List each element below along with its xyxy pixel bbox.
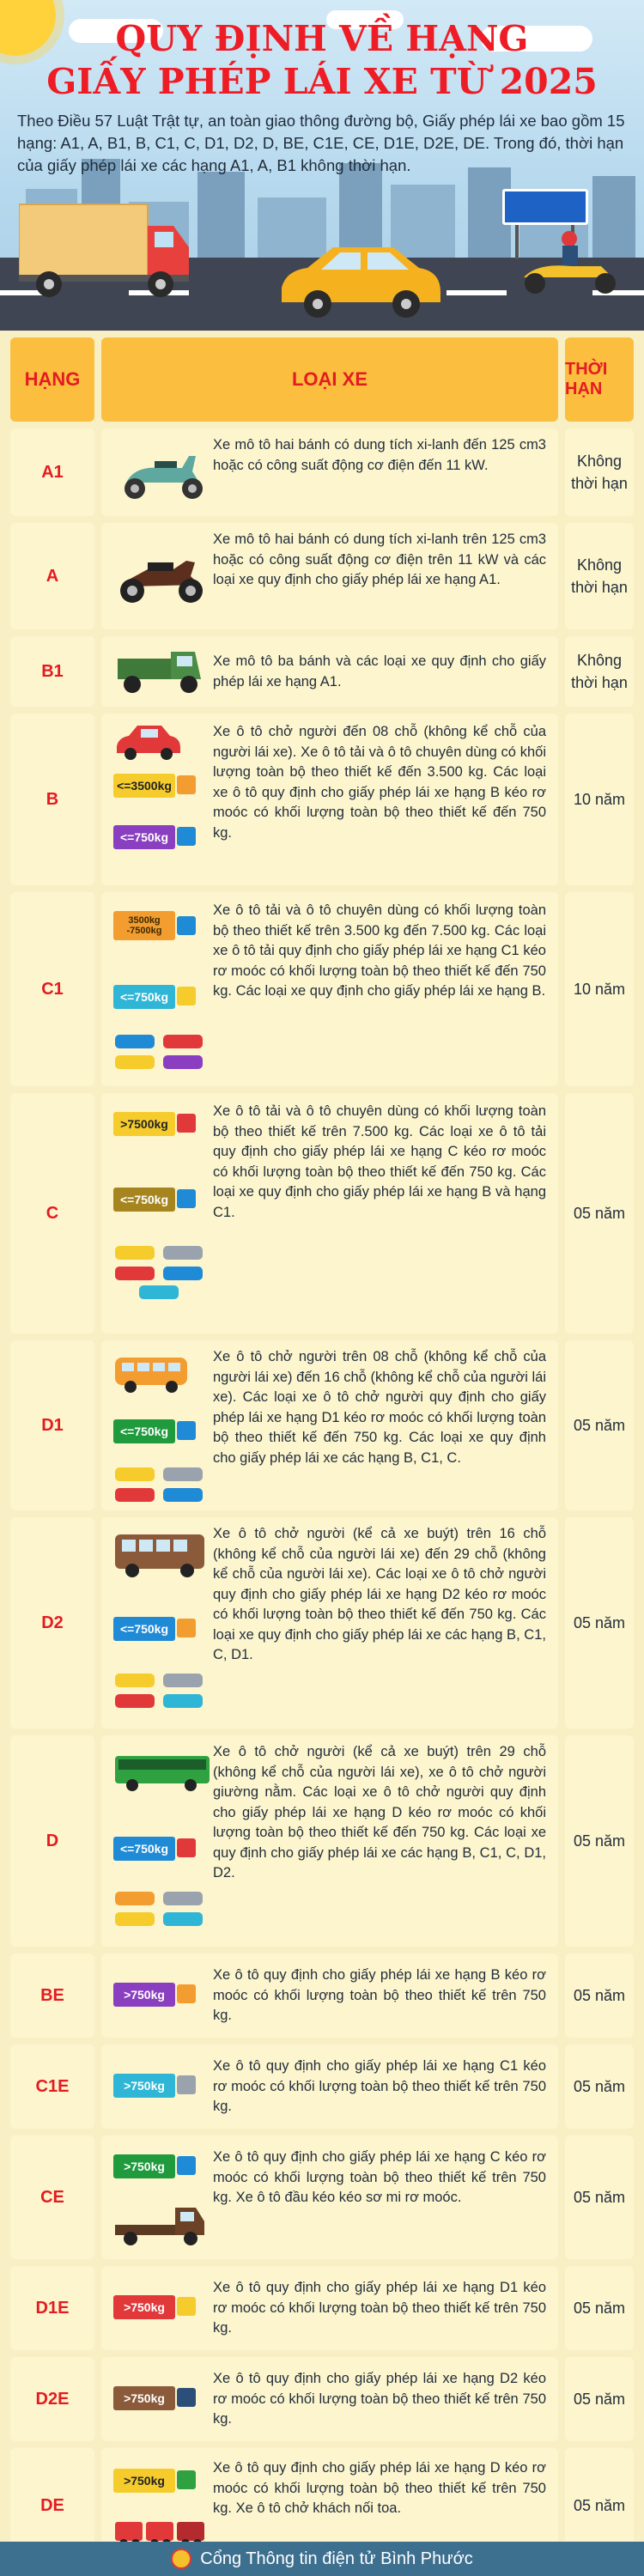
- bus-icon: [177, 2297, 196, 2316]
- class-cell: C1E: [10, 2044, 94, 2129]
- class-cell: B: [10, 714, 94, 885]
- truck-cab-icon: [177, 987, 196, 1005]
- vehicle-cell: [101, 714, 558, 885]
- intro-paragraph: Theo Điều 57 Luật Trật tự, an toàn giao thông đường bộ, Giấy phép lái xe bao gồm 15 hạng: A1, A, B1, B, C1, C, D1, D2, D, BE, C1E, CE, D1E, D2E, DE. Trong đó, thời hạn của giấy phép lái xe các hạng A1, A, B1 không thời hạn.: [17, 112, 625, 174]
- table-row-b: [10, 714, 634, 885]
- weight-tag: <=750kg: [113, 1188, 175, 1212]
- truck-cab-icon: [177, 2075, 196, 2094]
- coach-bus-icon: [113, 1753, 212, 1794]
- header-vehicle: LOẠI XE: [101, 337, 558, 422]
- car-icon: [113, 722, 182, 760]
- class-cell: BE: [10, 1953, 94, 2038]
- weight-tag: <=750kg: [113, 825, 175, 849]
- duration-cell: Không thời hạn: [565, 636, 634, 707]
- vehicle-cell: [101, 1340, 558, 1510]
- weight-tag: >750kg: [113, 2469, 175, 2493]
- car-icon: [273, 240, 445, 322]
- table-row-d1: [10, 1340, 634, 1510]
- weight-tag: <=3500kg: [113, 774, 175, 798]
- vehicle-cell: [101, 892, 558, 1086]
- vehicle-cell: [101, 2044, 558, 2129]
- duration-cell: 05 năm: [565, 2266, 634, 2350]
- weight-tag: >750kg: [113, 2074, 175, 2098]
- motorbike-icon: [113, 544, 208, 608]
- table-row-c: [10, 1093, 634, 1334]
- page-title-line-1: QUY ĐỊNH VỀ HẠNG: [115, 18, 529, 59]
- portal-logo-icon: [171, 2549, 191, 2569]
- duration-cell: Không thời hạn: [565, 523, 634, 629]
- header-class: HẠNG: [10, 337, 94, 422]
- vehicle-cell: [101, 2357, 558, 2441]
- weight-tag: >750kg: [113, 2386, 175, 2410]
- vehicle-description: Xe ô tô chở người (kể cả xe buýt) trên 29 chỗ (không kể chỗ của người lái xe), xe ô tô chở người giường nằm. Các loại xe ô tô chở người quy định cho giấy phép lái xe hạng D kéo rơ moóc có khối lượng toàn bộ theo thiết kế đến 750 kg. Các loại xe quy định cho giấy phép lái xe các hạng B, C1, C, D1, D2.: [213, 1744, 546, 1880]
- vehicle-description: Xe ô tô quy định cho giấy phép lái xe hạng C1 kéo rơ moóc có khối lượng toàn bộ theo thiết kế trên 750 kg.: [213, 2058, 546, 2114]
- car-icon: [177, 1984, 196, 2003]
- class-cell: D2: [10, 1517, 94, 1728]
- table-row-b1: [10, 636, 634, 707]
- building-icon: [197, 172, 245, 266]
- car-icon: [113, 1890, 208, 1929]
- bus-icon: [113, 1531, 208, 1581]
- class-cell: C1: [10, 892, 94, 1086]
- vehicle-description: Xe ô tô quy định cho giấy phép lái xe hạng B kéo rơ moóc có khối lượng toàn bộ theo thiết kế trên 750 kg.: [213, 1967, 546, 2023]
- class-cell: A1: [10, 428, 94, 516]
- bus-icon: [177, 2470, 196, 2489]
- table-row-a1: [10, 428, 634, 516]
- duration-cell: 05 năm: [565, 2448, 634, 2563]
- table-row-c1e: [10, 2044, 634, 2129]
- duration-cell: 10 năm: [565, 892, 634, 1086]
- class-cell: C: [10, 1093, 94, 1334]
- truck-cab-icon: [177, 916, 196, 935]
- vehicle-description: Xe mô tô ba bánh và các loại xe quy định cho giấy phép lái xe hạng A1.: [213, 653, 546, 690]
- weight-tag: <=750kg: [113, 1419, 175, 1443]
- vehicle-description: Xe ô tô chở người đến 08 chỗ (không kể chỗ của người lái xe). Xe ô tô tải và ô tô chuyên dùng có khối lượng toàn bộ theo thiết kế đến 3.500 kg. Các loại xe ô tô quy định cho giấy phép lái xe hạng B kéo rơ moóc có khối lượng toàn bộ theo thiết kế đến 750 kg.: [213, 724, 546, 841]
- weight-tag: <=750kg: [113, 1617, 175, 1641]
- duration-cell: 05 năm: [565, 1517, 634, 1728]
- vehicle-cell: [101, 1953, 558, 2038]
- road-sign-icon: [502, 189, 588, 225]
- class-cell: CE: [10, 2136, 94, 2259]
- duration-cell: 05 năm: [565, 2136, 634, 2259]
- class-cell: D1E: [10, 2266, 94, 2350]
- class-cell: D2E: [10, 2357, 94, 2441]
- vehicle-cell: [101, 636, 558, 707]
- vehicle-description: Xe ô tô tải và ô tô chuyên dùng có khối lượng toàn bộ theo thiết kế trên 3.500 kg đến 7.500 kg. Các loại xe ô tô tải quy định cho giấy phép lái xe hạng C1 kéo rơ moóc có khối lượng toàn bộ theo thiết kế đến 750 kg. Các loại xe quy định cho giấy phép lái xe hạng B.: [213, 902, 546, 999]
- page-title-line-2: GIẤY PHÉP LÁI XE TỪ 2025: [46, 61, 598, 102]
- weight-tag: 3500kg -7500kg: [113, 911, 175, 940]
- table-row-ce: [10, 2136, 634, 2259]
- table-row-a: [10, 523, 634, 629]
- tricycle-icon: [113, 647, 208, 696]
- vehicle-cell: [101, 1735, 558, 1947]
- truck-cab-icon: [177, 1189, 196, 1208]
- car-icon: [113, 1672, 208, 1711]
- vehicle-cell: [101, 1517, 558, 1728]
- vehicle-cell: [101, 2266, 558, 2350]
- minibus-icon: [113, 1352, 191, 1395]
- vehicle-description: Xe mô tô hai bánh có dung tích xi-lanh đến 125 cm3 hoặc có công suất động cơ điện đến 11 kW.: [213, 437, 546, 473]
- scooter-icon: [511, 230, 627, 299]
- car-icon: [113, 1466, 208, 1505]
- truck-cab-icon: [177, 1114, 196, 1133]
- header-banner: [0, 0, 644, 331]
- car-icon: [177, 827, 196, 846]
- weight-tag: <=750kg: [113, 1837, 175, 1861]
- vehicle-cell: [101, 2136, 558, 2259]
- duration-cell: Không thời hạn: [565, 428, 634, 516]
- bus-icon: [177, 1421, 196, 1440]
- duration-cell: 05 năm: [565, 1093, 634, 1334]
- scooter-icon: [113, 444, 208, 504]
- duration-cell: 05 năm: [565, 1735, 634, 1947]
- footer-text[interactable]: Cổng Thông tin điện tử Bình Phước: [200, 2549, 473, 2568]
- table-row-d2e: [10, 2357, 634, 2441]
- tractor-truck-icon: [113, 2204, 208, 2249]
- car-icon: [113, 1031, 208, 1074]
- table-row-c1: [10, 892, 634, 1086]
- table-header-row: [10, 337, 634, 422]
- bus-icon: [177, 1838, 196, 1857]
- vehicle-description: Xe mô tô hai bánh có dung tích xi-lanh trên 125 cm3 hoặc có công suất động cơ điện trên 11 kW và các loại xe quy định cho giấy phép lái xe hạng A1.: [213, 532, 546, 587]
- table-row-be: [10, 1953, 634, 2038]
- vehicle-description: Xe ô tô quy định cho giấy phép lái xe hạng D1 kéo rơ moóc có khối lượng toàn bộ theo thiết kế trên 750 kg.: [213, 2280, 546, 2336]
- duration-cell: 05 năm: [565, 2044, 634, 2129]
- car-icon: [113, 1242, 208, 1303]
- vehicle-cell: [101, 523, 558, 629]
- vehicle-cell: [101, 1093, 558, 1334]
- duration-cell: 05 năm: [565, 1953, 634, 2038]
- duration-cell: 05 năm: [565, 1340, 634, 1510]
- vehicle-description: Xe ô tô chở người (kể cả xe buýt) trên 16 chỗ (không kể chỗ của người lái xe) đến 29 chỗ (không kể chỗ của người lái xe). Các loại xe ô tô chở người quy định cho giấy phép lái xe hạng D2 kéo rơ moóc có khối lượng toàn bộ theo thiết kế đến 750 kg. Các loại xe quy định cho giấy phép lái xe các hạng B, C1, C, D1.: [213, 1526, 546, 1662]
- weight-tag: >750kg: [113, 2295, 175, 2319]
- weight-tag: >750kg: [113, 2154, 175, 2178]
- class-cell: D1: [10, 1340, 94, 1510]
- vehicle-description: Xe ô tô quy định cho giấy phép lái xe hạng D kéo rơ moóc có khối lượng toàn bộ theo thiết kế trên 750 kg. Xe ô tô chở khách nối toa.: [213, 2460, 546, 2516]
- table-row-d1e: [10, 2266, 634, 2350]
- table-row-d2: [10, 1517, 634, 1728]
- bus-icon: [177, 1619, 196, 1637]
- vehicle-description: Xe ô tô chở người trên 08 chỗ (không kể chỗ của người lái xe) đến 16 chỗ (không kể chỗ của người lái xe). Các loại xe ô tô chở người quy định cho giấy phép lái xe hạng D1 kéo rơ moóc có khối lượng toàn bộ theo thiết kế đến 750 kg. Các loại xe quy định cho giấy phép lái xe các hạng B, C1, C.: [213, 1349, 546, 1466]
- truck-cab-icon: [177, 775, 196, 794]
- weight-tag: >750kg: [113, 1983, 175, 2007]
- weight-tag: <=750kg: [113, 985, 175, 1009]
- class-cell: B1: [10, 636, 94, 707]
- duration-cell: 05 năm: [565, 2357, 634, 2441]
- footer: [0, 2542, 644, 2576]
- weight-tag: >7500kg: [113, 1112, 175, 1136]
- class-cell: DE: [10, 2448, 94, 2563]
- truck-cab-icon: [177, 2156, 196, 2175]
- vehicle-description: Xe ô tô quy định cho giấy phép lái xe hạng C kéo rơ moóc có khối lượng toàn bộ theo thiết kế trên 750 kg. Xe ô tô đầu kéo kéo sơ mi rơ moóc.: [213, 2149, 546, 2205]
- duration-cell: 10 năm: [565, 714, 634, 885]
- vehicle-description: Xe ô tô tải và ô tô chuyên dùng có khối lượng toàn bộ theo thiết kế trên 7.500 kg. Các loại xe ô tô tải quy định cho giấy phép lái xe hạng C kéo rơ moóc có khối lượng toàn bộ theo thiết kế đến 750 kg. Các loại xe quy định cho giấy phép lái xe hạng B và hạng C1.: [213, 1103, 546, 1220]
- truck-icon: [19, 196, 191, 303]
- vehicle-cell: [101, 428, 558, 516]
- class-cell: A: [10, 523, 94, 629]
- class-cell: D: [10, 1735, 94, 1947]
- vehicle-description: Xe ô tô quy định cho giấy phép lái xe hạng D2 kéo rơ moóc có khối lượng toàn bộ theo thiết kế trên 750 kg.: [213, 2371, 546, 2427]
- table-row-d: [10, 1735, 634, 1947]
- bus-icon: [177, 2388, 196, 2407]
- header-duration: THỜI HẠN: [565, 337, 634, 422]
